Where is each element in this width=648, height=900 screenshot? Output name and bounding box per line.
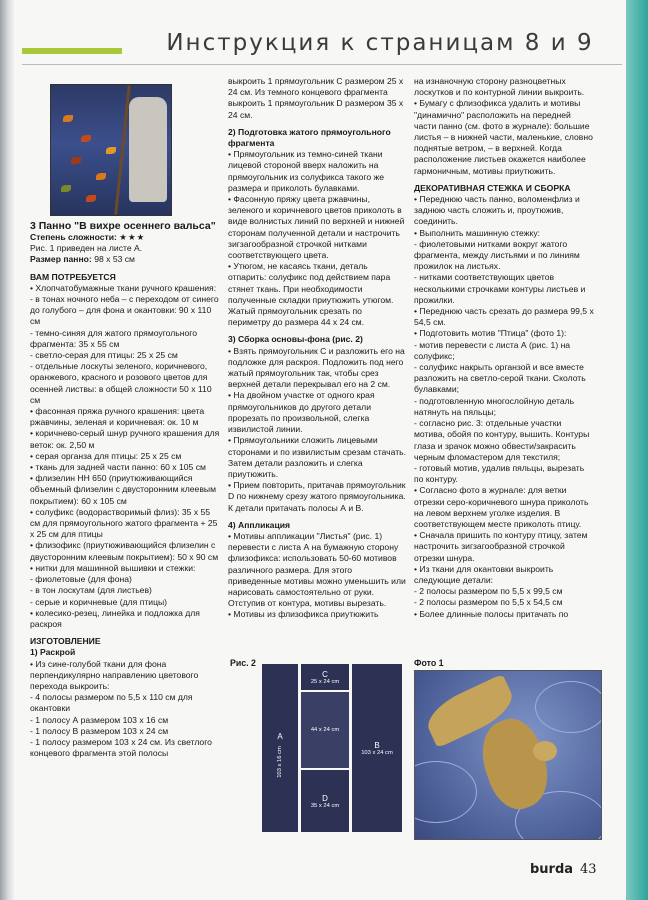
- section-5-item: • Более длинные полосы притачать по: [414, 608, 569, 619]
- quilt-stitch-shape: [535, 681, 602, 733]
- panel-a-size: 103 x 16 cm: [276, 745, 283, 778]
- section-3-item: • На двойном участке от одного края прямоугольников до другого детали прорезать по произвольной, слегка извилистой линии.: [228, 390, 375, 435]
- section-3-item: • Прием повторить, притачав прямоугольник D по нижнему срезу жатого прямоугольника.: [228, 480, 406, 502]
- figure-2-diagram: [262, 664, 402, 832]
- size-label: Размер панно:: [30, 254, 92, 265]
- section-5-item: • Из ткани для окантовки выкроить следующие детали:: [414, 563, 554, 585]
- materials-item: • флизофикс (приутюживающийся флизелин с двусторонним клеевым покрытием): 50 х 90 см: [30, 540, 219, 562]
- coat-shape: [129, 97, 167, 202]
- cutting-item: - 1 полосу размером 103 х 24 см. Из светлого концевого фрагмента этой полосы: [30, 736, 212, 759]
- panel-c: [301, 664, 349, 690]
- panel-b-size: 103 x 24 cm: [361, 749, 393, 756]
- photo-1-bird: [414, 670, 602, 840]
- section-4-item: • Мотивы аппликации "Листья" (рис. 1) перевести с листа А на бумажную сторону флизофикса: использовать 50-60 мотивов различного размера. Для этого приведенные мотивы можно уменьшить или нарисовать самостоятельно от руки. Отступив от контура, мотивы вырезать.: [228, 530, 406, 609]
- materials-item: • серая органза для птицы: 25 х 25 см: [30, 450, 182, 461]
- photo-1-label: Фото 1: [414, 658, 444, 668]
- section-5-item: • Выполнить машинную стежку:: [414, 227, 541, 238]
- materials-item: • нитки для машинной вышивки и стежки:: [30, 562, 196, 573]
- materials-item: • флизелин НН 650 (приутюживающийся объемный флизелин с двусторонним клеевым покрытием): 60 х 105 см: [30, 473, 216, 506]
- col3-intro-item: • Бумагу с флизофикса удалить и мотивы "динамично" расположить на передней части панно (см. фото в журнале): большие листья – в нижней части, маленькие, словно поднятые ветром, – в верхней. Когда расположение листьев окажется наиболее гармоничным, мотивы приутюжить.: [414, 98, 593, 176]
- section-5-item: - 2 полосы размером по 5,5 х 99,5 см: [414, 586, 563, 597]
- making-heading: ИЗГОТОВЛЕНИЕ: [30, 636, 101, 647]
- leaf-shape: [61, 185, 71, 192]
- materials-item: - в тонах ночного неба – с переходом от синего до голубого – для фона и окантовки: 90 х 110 см: [30, 294, 219, 327]
- cutting-item: • Из сине-голубой ткани для фона перпендикулярно направлению цветового перехода выкроить:: [30, 658, 199, 691]
- section-5-item: - готовый мотив, удалив пяльцы, вырезать по контуру.: [414, 462, 585, 485]
- size-value: 98 х 53 см: [94, 254, 135, 265]
- section-5-item: - 2 полосы размером по 5,5 х 54,5 см: [414, 597, 563, 608]
- panel-d-letter: D: [322, 793, 328, 803]
- difficulty-label: Степень сложности:: [30, 232, 117, 242]
- panel-c-size: 25 x 24 cm: [310, 678, 340, 685]
- page-number: 43: [580, 862, 597, 877]
- materials-item: - серые и коричневые (для птицы): [30, 596, 168, 607]
- materials-item: • фасонная пряжа ручного крашения: цвета ржавчины, зеленая и коричневая: ок. 10 м: [30, 406, 205, 428]
- section-4-heading: 4) Аппликация: [228, 519, 291, 530]
- leaf-shape: [63, 115, 73, 122]
- materials-item: • колесико-резец, линейка и подложка для раскроя: [30, 607, 200, 629]
- section-2-item: • Утюгом, не касаясь ткани, деталь отпарить: солуфикс под действием пара стянет ткань. При необходимости полученные складки приутюжить утюгом. Жатый прямоугольник срезать по периметру до размера 44 х 24 см.: [228, 261, 394, 328]
- section-3-item: • Взять прямоугольник С и разложить его на подложке для раскроя. Подложить под него жатый прямоугольник так, чтобы срез верхней детали перекрывал его на 2 см.: [228, 345, 405, 390]
- quilt-stitch-shape: [414, 761, 477, 823]
- materials-item: • коричнево-серый шнур ручного крашения для веток: ок. 2,50 м: [30, 428, 220, 450]
- panel-d-size: 35 x 24 cm: [310, 802, 340, 809]
- section-5-item: • Подготовить мотив "Птица" (фото 1):: [414, 328, 567, 339]
- col3-intro: на изнаночную сторону разноцветных лоскутков и по контурной линии выкроить.: [414, 76, 585, 98]
- pattern-note: Рис. 1 приведен на листе А.: [30, 243, 143, 254]
- leaf-shape: [86, 195, 96, 202]
- difficulty-stars: ★★★: [119, 232, 146, 242]
- section-3-item: К детали притачать полосы А и В.: [228, 502, 364, 513]
- section-5-item: • Переднюю часть срезать до размера 99,5 х 54,5 см.: [414, 306, 594, 328]
- title-rule: [22, 64, 622, 65]
- section-3-item: • Прямоугольники сложить лицевыми сторонами и по извилистым срезам стачать. Затем детали разложить и слегка приутюжить.: [228, 435, 407, 479]
- section-4-item: • Мотивы из флизофикса приутюжить: [228, 609, 379, 620]
- materials-item: - фиолетовые (для фона): [30, 574, 132, 585]
- panel-photo: [50, 84, 172, 216]
- leaf-shape: [81, 135, 91, 142]
- materials-item: • Хлопчатобумажные ткани ручного крашения:: [30, 282, 217, 293]
- bird-head-shape: [533, 741, 557, 761]
- materials-item: - светло-серая для птицы: 25 х 25 см: [30, 350, 178, 361]
- page-title: Инструкция к страницам 8 и 9: [166, 30, 594, 56]
- page-binding-shadow: [0, 0, 14, 900]
- column-3: [414, 76, 594, 620]
- section-3-heading: 3) Сборка основы-фона (рис. 2): [228, 334, 363, 345]
- figure-2-label: Рис. 2: [230, 658, 256, 668]
- materials-heading: ВАМ ПОТРЕБУЕТСЯ: [30, 271, 116, 282]
- cutting-item: - 1 полосу А размером 103 х 16 см: [30, 714, 169, 725]
- green-accent-bar: [22, 48, 122, 54]
- panel-b: [352, 664, 402, 832]
- panel-d: [301, 770, 349, 832]
- cutting-item: - 1 полосу В размером 103 х 24 см: [30, 725, 169, 736]
- leaf-shape: [106, 147, 116, 154]
- leaf-shape: [96, 173, 106, 180]
- panel-c-letter: C: [322, 669, 328, 679]
- section-2-item: • Фасонную пряжу цвета ржавчины, зеленого и коричневого цветов приколоть в виде волнистых линий по верхней и нижней сторонам полученной детали и настрочить зигзагообразной строчкой нитками соответствующего цвета.: [228, 194, 405, 261]
- column-2: [228, 76, 406, 621]
- section-5-item: - согласно рис. 3: отдельные участки мотива, обойя по контуру, вышить. Контуры глаза и зрачок можно обвести/закрасить черным фломастером для текстиля;: [414, 418, 590, 462]
- brand-logo: burda: [530, 862, 574, 877]
- section-5-item: • Согласно фото в журнале: для ветки отрезки серо-коричневого шнура приколоть на левом верхнем уголке изделия. В соответствующем месте приколоть птицу.: [414, 485, 589, 529]
- materials-item: - отдельные лоскуты зеленого, коричневого, оранжевого, красного и розового цветов для осенней листвы: в общей сложности 50 х 110 см: [30, 361, 212, 405]
- panel-middle: [301, 692, 349, 768]
- difficulty-line: [30, 232, 220, 243]
- section-5-item: • Сначала пришить по контуру птицу, затем настрочить зигзагообразной строчкой отрезки шнура.: [414, 530, 588, 563]
- section-2-item: • Прямоугольник из темно-синей ткани лицевой стороной вверх наложить на прямоугольник из солуфикса такого же размера и приколоть булавками.: [228, 149, 385, 193]
- cutting-item: - 4 полосы размером по 5,5 х 110 см для окантовки: [30, 692, 193, 714]
- section-5-item: - солуфикс накрыть органзой и все вместе разложить на светло-серой ткани. Сколоть булавками;: [414, 362, 586, 395]
- section-5-item: • Переднюю часть панно, воломенфлиз и заднюю часть сложить и, проутюжив, соединить.: [414, 194, 580, 227]
- project-title: 3 Панно "В вихре осеннего вальса": [30, 220, 216, 232]
- section-5-heading: ДЕКОРАТИВНАЯ СТЕЖКА И СБОРКА: [414, 182, 571, 193]
- panel-a: [262, 664, 298, 832]
- materials-item: - в тон лоскутам (для листьев): [30, 585, 152, 596]
- panel-middle-size: 44 x 24 cm: [310, 727, 340, 733]
- section-5-item: - подготовленную многослойную деталь натянуть на пяльцы;: [414, 395, 575, 417]
- panel-a-letter: A: [277, 731, 283, 741]
- section-5-item: - нитками соответствующих цветов несколькими строчками контуры листьев и прожилки.: [414, 272, 586, 305]
- col2-intro: выкроить 1 прямоугольник С размером 25 х 24 см. Из темного концевого фрагмента выкроить 1 прямоугольник D размером 35 х 24 см.: [228, 76, 404, 120]
- section-2-heading: 2) Подготовка жатого прямоугольного фрагмента: [228, 126, 391, 149]
- teal-edge-strip: [626, 0, 648, 900]
- cutting-heading: 1) Раскрой: [30, 647, 76, 658]
- leaf-shape: [71, 157, 81, 164]
- size-line: [30, 254, 220, 265]
- materials-item: • солуфикс (водорастворимый флиз): 35 х 55 см для прямоугольного жатого фрагмента + 25 х 25 см для птицы: [30, 506, 218, 540]
- panel-b-letter: B: [374, 740, 380, 750]
- section-5-item: - фиолетовыми нитками вокруг жатого фрагмента, между листьями и по линиям прожилок на листьях.: [414, 238, 580, 272]
- column-1: [30, 84, 220, 759]
- materials-item: • ткань для задней части панно: 60 х 105 см: [30, 462, 206, 473]
- materials-item: - темно-синяя для жатого прямоугольного фрагмента: 35 х 55 см: [30, 327, 197, 349]
- section-5-item: - мотив перевести с листа А (рис. 1) на солуфикс;: [414, 339, 571, 361]
